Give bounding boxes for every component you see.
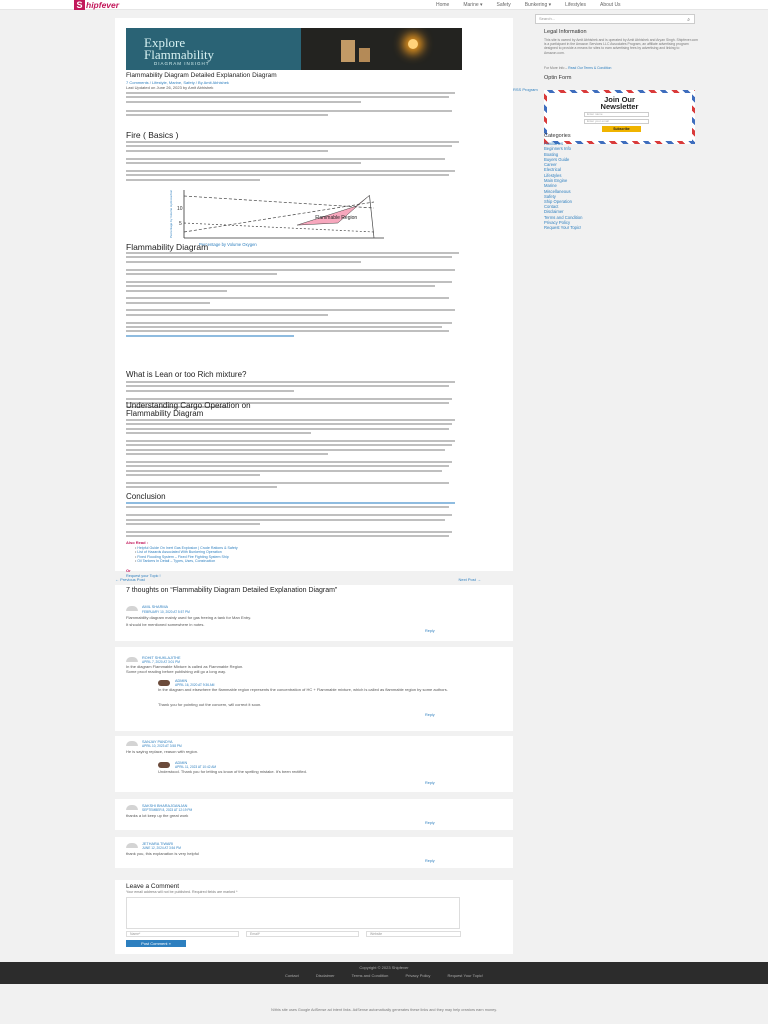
- category-link[interactable]: Ship Operation: [544, 199, 572, 205]
- request-topic-link[interactable]: Request your Topic !: [126, 574, 161, 578]
- page-link[interactable]: Disclaimer: [544, 209, 564, 215]
- y-axis-label: Percentage by Volume Hydrocarbon: [169, 189, 173, 238]
- comment-date[interactable]: APRIL 10, 2023 AT 3:58 PM: [142, 744, 182, 748]
- fire-paragraph: [126, 141, 462, 187]
- hero-image: [126, 28, 462, 70]
- also-read-link[interactable]: • List of Hazards Associated With Bunkering Operation: [135, 550, 238, 554]
- cargo-paragraph: [126, 419, 462, 491]
- comment-card: [115, 647, 513, 731]
- post-meta[interactable]: 7 Comments / Lifestyle, Marine, Safety / By Amit Abhishek: [126, 80, 229, 85]
- comment-card: [115, 585, 513, 641]
- reply-link[interactable]: Reply: [425, 821, 435, 825]
- pages-list: [544, 204, 582, 230]
- avatar: [158, 680, 170, 686]
- comment-card: [115, 799, 513, 830]
- conclusion-paragraph: [126, 502, 462, 538]
- logo-text: hipfever: [86, 0, 120, 10]
- heading-conclusion: Conclusion: [126, 492, 166, 501]
- series-line: [184, 223, 374, 232]
- comment-author[interactable]: JETHARA TIWARI: [142, 842, 174, 846]
- post-date: Last Updated on June 26, 2023 by Amit Abhishek: [126, 85, 214, 90]
- comment-text-2: It should be mentioned somewhere in notes.: [126, 622, 205, 627]
- comment-date[interactable]: APRIL 11, 2023 AT 10:42 AM: [175, 765, 216, 769]
- footer-link[interactable]: Request Your Topic!: [447, 973, 484, 978]
- search-icon[interactable]: ⌕: [687, 17, 690, 23]
- comment-text: Flammability diagram mainly used for gas freeing a tank for Man Entry.: [126, 615, 252, 620]
- comment-text: thank you, this explanation is very helpful: [126, 851, 199, 856]
- comment-text: Understood. Thank you for letting us know of the spelling mistake. It's been rectified.: [158, 769, 307, 774]
- hero-flame: [408, 39, 418, 49]
- comment-text-2: Thank you for pointing out the concern, will correct it soon.: [158, 702, 262, 707]
- comment-author[interactable]: SAKSHI BHARAJGANJAN: [142, 804, 188, 808]
- categories-heading: Categories: [544, 133, 571, 139]
- website-field[interactable]: Website: [366, 931, 461, 937]
- comment-card: [115, 837, 513, 868]
- nav-home[interactable]: Home: [436, 2, 450, 8]
- category-link[interactable]: Career: [544, 162, 557, 168]
- hero-cardboard-figure: [341, 40, 355, 62]
- hero-dark-panel: [301, 28, 462, 70]
- avatar: [126, 843, 138, 848]
- category-link[interactable]: Safety: [544, 193, 556, 199]
- leave-comment-note: Your email address will not be published. Required fields are marked *: [126, 890, 238, 894]
- footer: [0, 962, 768, 984]
- comment-author[interactable]: AMIL SHARMA: [142, 605, 169, 609]
- reply-link[interactable]: Reply: [425, 713, 435, 717]
- comment-text: He is saying replace, reason with region.: [126, 749, 199, 754]
- logo-letter: S: [74, 0, 85, 10]
- comment-textarea[interactable]: [126, 897, 460, 929]
- hero-line-2: Flammability: [144, 47, 215, 62]
- heading-cargo-operation-2: Flammability Diagram: [126, 409, 204, 418]
- post-comment-button[interactable]: Post Comment »: [126, 940, 186, 947]
- or-label: Or: [126, 568, 131, 573]
- legal-more: For More Info – Read Our Terms & Condition: [544, 66, 612, 70]
- newsletter-title-line1: Join Our: [604, 95, 635, 104]
- footer-link[interactable]: Disclaimer: [315, 973, 335, 978]
- main-nav: [436, 0, 635, 10]
- legal-text: This site is owned by Amit Abhishek and is operated by Amit Abhishek and Aryan Singh. Shipfever.com is a participant in the Amazon Services LLC Associates Program, an affiliate advertising program designed to provide a means for sites to earn advertising fees by advertising and linking to Amazon.com.: [544, 38, 698, 55]
- also-read-link[interactable]: • Fixed Flooding System – Fixed Fire Fighting System Ship: [135, 555, 238, 559]
- heading-lean-rich: What is Lean or too Rich mixture?: [126, 370, 247, 379]
- heading-fire-basics: Fire ( Basics ): [126, 130, 179, 140]
- post-navigation: [115, 577, 513, 583]
- hero-cardboard-figure-small: [359, 48, 370, 62]
- comment-text: thanks a lot keep up the great work: [126, 813, 189, 818]
- leave-comment-title: Leave a Comment: [126, 883, 180, 890]
- hero-line-1: Explore: [144, 35, 186, 50]
- comment-text: In the diagram and elsewhere the flammable region represents the concentration of HC + Flammable mixture, which is called as flammable region by some authors.: [158, 687, 448, 692]
- site-logo[interactable]: [74, 0, 119, 10]
- also-read-link[interactable]: • Oil Tankers In Detail – Types, Uses, Construction: [135, 559, 238, 563]
- subscribe-button[interactable]: Subscribe: [602, 126, 641, 132]
- search-placeholder: Search...: [539, 16, 556, 21]
- newsletter-title-line2: Newsletter: [600, 102, 639, 111]
- category-link[interactable]: Miscellaneous: [544, 188, 571, 194]
- category-link[interactable]: Electrical: [544, 167, 561, 173]
- categories-list: [544, 141, 572, 205]
- flammability-diagram: [139, 188, 419, 250]
- comment-author[interactable]: ROHIT SHUKLAJITHE: [142, 656, 181, 660]
- hero-title: [144, 37, 214, 61]
- also-read-link[interactable]: • Helpful Guide On Inert Gas Explosion | Crude Rations & Safety: [135, 546, 238, 550]
- comment-date[interactable]: APRIL 7, 2020 AT 3:01 PM: [142, 660, 180, 664]
- comment-author[interactable]: ADMIN: [175, 761, 188, 765]
- copyright-text: Copyright © 2023 Shipfever: [359, 965, 409, 970]
- category-link[interactable]: Main Engine: [544, 178, 568, 184]
- newsletter-name-input[interactable]: Enter name: [584, 112, 649, 117]
- category-link[interactable]: Boating: [544, 151, 559, 157]
- comment-author[interactable]: ADMIN: [175, 679, 188, 683]
- top-bar: [0, 0, 768, 10]
- comment-date[interactable]: APRIL 16, 2020 AT 9:36 AM: [175, 683, 215, 687]
- avatar: [158, 762, 170, 768]
- region-label: Flammable Region: [315, 214, 358, 221]
- y-tick-label: 10: [177, 206, 183, 212]
- footer-links: [0, 973, 768, 978]
- nav-marine[interactable]: Marine ▾: [463, 2, 483, 8]
- heading-flammability-diagram: Flammability Diagram: [126, 242, 209, 252]
- article-card: [115, 18, 513, 578]
- footer-link[interactable]: Terms and Condition: [351, 973, 389, 978]
- nav-bunkering[interactable]: Bunkering ▾: [524, 2, 552, 8]
- footer-link[interactable]: Contact: [284, 973, 299, 978]
- comment-form: [115, 880, 513, 954]
- comment-card: [115, 736, 513, 792]
- newsletter-title: [547, 96, 692, 110]
- nav-about[interactable]: About Us: [599, 2, 621, 8]
- category-link[interactable]: Buyers Guide: [544, 156, 570, 162]
- page-link[interactable]: Contact: [544, 204, 559, 209]
- post-title: Flammability Diagram Detailed Explanation Diagram: [126, 72, 277, 79]
- email-field[interactable]: Email*: [246, 931, 359, 937]
- heading-cargo-operation-1: Understanding Cargo Operation on: [126, 401, 251, 410]
- comment-text: In the diagram Flammable Mixture is called as Flammable Region.: [126, 664, 244, 669]
- ad-disclaimer: N/this site uses Google AdSense ad intent links. AdSense automatically generates these links and they may help creators earn money.: [271, 1008, 497, 1012]
- category-link[interactable]: Lifestyles: [544, 172, 562, 178]
- rss-link[interactable]: RSS Program: [513, 87, 538, 92]
- category-link[interactable]: Beginners Info: [544, 146, 572, 152]
- avatar: [126, 741, 138, 746]
- legal-more-label: For More Info: [544, 66, 565, 70]
- flammability-paragraph: [126, 252, 462, 348]
- previous-post-link[interactable]: ← Previous Post: [115, 577, 145, 582]
- avatar: [126, 606, 138, 611]
- intro-paragraph: [126, 92, 462, 122]
- search-input[interactable]: [535, 14, 695, 24]
- comments-title: 7 thoughts on “Flammability Diagram Detailed Explanation Diagram”: [126, 587, 338, 594]
- optin-heading: Optin Form: [544, 75, 572, 81]
- page-link[interactable]: Privacy Policy: [544, 219, 571, 225]
- reply-link[interactable]: Reply: [425, 629, 435, 633]
- also-read-list: [135, 546, 238, 563]
- reply-link[interactable]: Reply: [425, 781, 435, 785]
- category-link[interactable]: Auxiliaries: [544, 141, 564, 146]
- also-read-label: Also Read :: [126, 540, 149, 545]
- avatar: [126, 805, 138, 810]
- reply-link[interactable]: Reply: [425, 859, 435, 863]
- footer-link[interactable]: Privacy Policy: [405, 973, 431, 978]
- comment-date[interactable]: SEPTEMBER 8, 2023 AT 12:19 PM: [142, 808, 193, 812]
- avatar: [126, 657, 138, 662]
- page-link[interactable]: Terms and Condition: [544, 214, 583, 220]
- hero-subtitle: DIAGRAM INSIGHT: [154, 61, 210, 66]
- comment-text-2: Some proof reading before publishing will go a long way.: [126, 669, 226, 674]
- terms-link[interactable]: Read Our Terms & Condition: [568, 66, 612, 70]
- y-tick-label: 5: [179, 221, 182, 227]
- nav-lifestyles[interactable]: Lifestyles: [565, 2, 586, 8]
- newsletter-email-input[interactable]: Enter your email: [584, 119, 649, 124]
- x-axis-label: Percentage by Volume Oxygen: [199, 242, 257, 247]
- comment-date[interactable]: FEBRUARY 10, 2020 AT 5:57 PM: [142, 610, 190, 614]
- series-line: [184, 196, 374, 208]
- category-link[interactable]: Marine: [544, 183, 557, 189]
- nav-safety[interactable]: Safety: [496, 2, 511, 8]
- next-post-link[interactable]: Next Post →: [458, 577, 481, 582]
- legal-heading: Legal Information: [544, 29, 587, 35]
- comment-author[interactable]: SANJAY PANDYA: [142, 740, 173, 744]
- page-link[interactable]: Request Your Topic!: [544, 225, 582, 231]
- comment-date[interactable]: JUNE 12, 2024 AT 3:54 PM: [142, 846, 181, 850]
- name-field[interactable]: Name*: [126, 931, 239, 937]
